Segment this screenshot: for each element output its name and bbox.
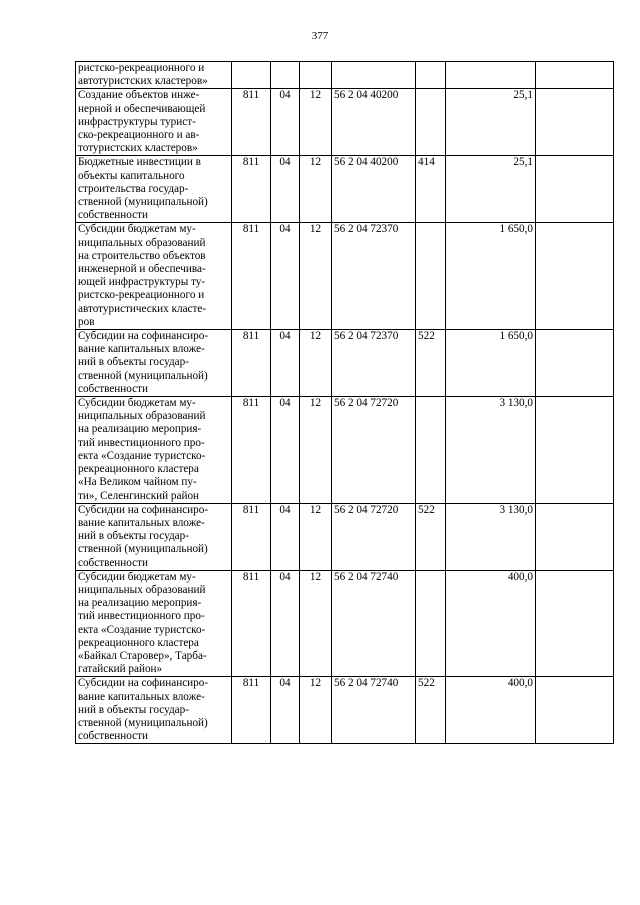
cell-amount: 25,1: [446, 89, 536, 156]
cell-subsection-code: 12: [300, 89, 332, 156]
cell-empty: [536, 330, 614, 397]
cell-amount: 25,1: [446, 156, 536, 223]
cell-expense-type-code: 522: [416, 330, 446, 397]
cell-section-code: 04: [271, 330, 300, 397]
table-row: [76, 330, 614, 397]
cell-grbs-code: 811: [232, 503, 271, 570]
cell-grbs-code: 811: [232, 397, 271, 504]
cell-grbs-code: [232, 62, 271, 89]
cell-target-item-code: [332, 62, 416, 89]
table-row: [76, 223, 614, 330]
cell-expense-type-code: [416, 223, 446, 330]
cell-subsection-code: [300, 62, 332, 89]
cell-section-code: 04: [271, 156, 300, 223]
budget-table-body: [76, 62, 614, 744]
cell-item-name: Субсидии на софинансиро- вание капитальных вложе- ний в объекты государ- ственной (муниципальной) собственности: [76, 503, 232, 570]
page-number: 377: [311, 30, 329, 42]
cell-expense-type-code: 522: [416, 503, 446, 570]
cell-item-name: ристско-рекреационного и автотуристских кластеров»: [76, 62, 232, 89]
cell-grbs-code: 811: [232, 89, 271, 156]
cell-amount: 3 130,0: [446, 503, 536, 570]
cell-expense-type-code: [416, 397, 446, 504]
table-row: [76, 89, 614, 156]
cell-grbs-code: 811: [232, 570, 271, 677]
cell-target-item-code: 56 2 04 40200: [332, 156, 416, 223]
cell-section-code: 04: [271, 397, 300, 504]
cell-target-item-code: 56 2 04 72370: [332, 223, 416, 330]
table-row: [76, 677, 614, 744]
cell-amount: 3 130,0: [446, 397, 536, 504]
cell-item-name: Субсидии на софинансиро- вание капитальных вложе- ний в объекты государ- ственной (муниципальной) собственности: [76, 330, 232, 397]
cell-section-code: 04: [271, 503, 300, 570]
cell-target-item-code: 56 2 04 72720: [332, 503, 416, 570]
cell-subsection-code: 12: [300, 397, 332, 504]
cell-section-code: 04: [271, 223, 300, 330]
cell-empty: [536, 677, 614, 744]
cell-subsection-code: 12: [300, 570, 332, 677]
cell-empty: [536, 503, 614, 570]
cell-item-name: Субсидии бюджетам му- ниципальных образований на реализацию мероприя- тий инвестиционного про- екта «Создание туристско- рекреационного кластера «На Великом чайном пу- ти», Селенгинский район: [76, 397, 232, 504]
cell-expense-type-code: [416, 570, 446, 677]
cell-grbs-code: 811: [232, 223, 271, 330]
cell-section-code: [271, 62, 300, 89]
cell-amount: 1 650,0: [446, 223, 536, 330]
cell-empty: [536, 62, 614, 89]
cell-section-code: 04: [271, 570, 300, 677]
cell-expense-type-code: 522: [416, 677, 446, 744]
budget-table: [75, 61, 614, 744]
table-row: [76, 503, 614, 570]
cell-subsection-code: 12: [300, 156, 332, 223]
cell-amount: 400,0: [446, 677, 536, 744]
cell-empty: [536, 89, 614, 156]
cell-grbs-code: 811: [232, 156, 271, 223]
cell-item-name: Бюджетные инвестиции в объекты капитального строительства государ- ственной (муниципальной) собственности: [76, 156, 232, 223]
cell-amount: 1 650,0: [446, 330, 536, 397]
cell-amount: 400,0: [446, 570, 536, 677]
cell-expense-type-code: 414: [416, 156, 446, 223]
cell-target-item-code: 56 2 04 72740: [332, 570, 416, 677]
cell-target-item-code: 56 2 04 40200: [332, 89, 416, 156]
cell-section-code: 04: [271, 89, 300, 156]
cell-grbs-code: 811: [232, 677, 271, 744]
table-row: [76, 156, 614, 223]
cell-subsection-code: 12: [300, 330, 332, 397]
cell-target-item-code: 56 2 04 72740: [332, 677, 416, 744]
table-row: [76, 62, 614, 89]
cell-amount: [446, 62, 536, 89]
table-row: [76, 570, 614, 677]
cell-subsection-code: 12: [300, 223, 332, 330]
cell-subsection-code: 12: [300, 503, 332, 570]
cell-item-name: Создание объектов инже- нерной и обеспечивающей инфраструктуры турист- ско-рекреационного и ав- тотуристских кластеров»: [76, 89, 232, 156]
cell-grbs-code: 811: [232, 330, 271, 397]
cell-expense-type-code: [416, 89, 446, 156]
cell-subsection-code: 12: [300, 677, 332, 744]
cell-empty: [536, 223, 614, 330]
cell-item-name: Субсидии бюджетам му- ниципальных образований на строительство объектов инженерной и обеспечива- ющей инфраструктуры ту- ристско-рекреационного и автотуристических класте- ров: [76, 223, 232, 330]
cell-empty: [536, 397, 614, 504]
cell-target-item-code: 56 2 04 72370: [332, 330, 416, 397]
cell-item-name: Субсидии бюджетам му- ниципальных образований на реализацию мероприя- тий инвестиционного про- екта «Создание туристско- рекреационного кластера «Байкал Старовер», Тарба- гатайский район»: [76, 570, 232, 677]
cell-empty: [536, 156, 614, 223]
cell-section-code: 04: [271, 677, 300, 744]
cell-item-name: Субсидии на софинансиро- вание капитальных вложе- ний в объекты государ- ственной (муниципальной) собственности: [76, 677, 232, 744]
table-row: [76, 397, 614, 504]
cell-target-item-code: 56 2 04 72720: [332, 397, 416, 504]
cell-empty: [536, 570, 614, 677]
cell-expense-type-code: [416, 62, 446, 89]
